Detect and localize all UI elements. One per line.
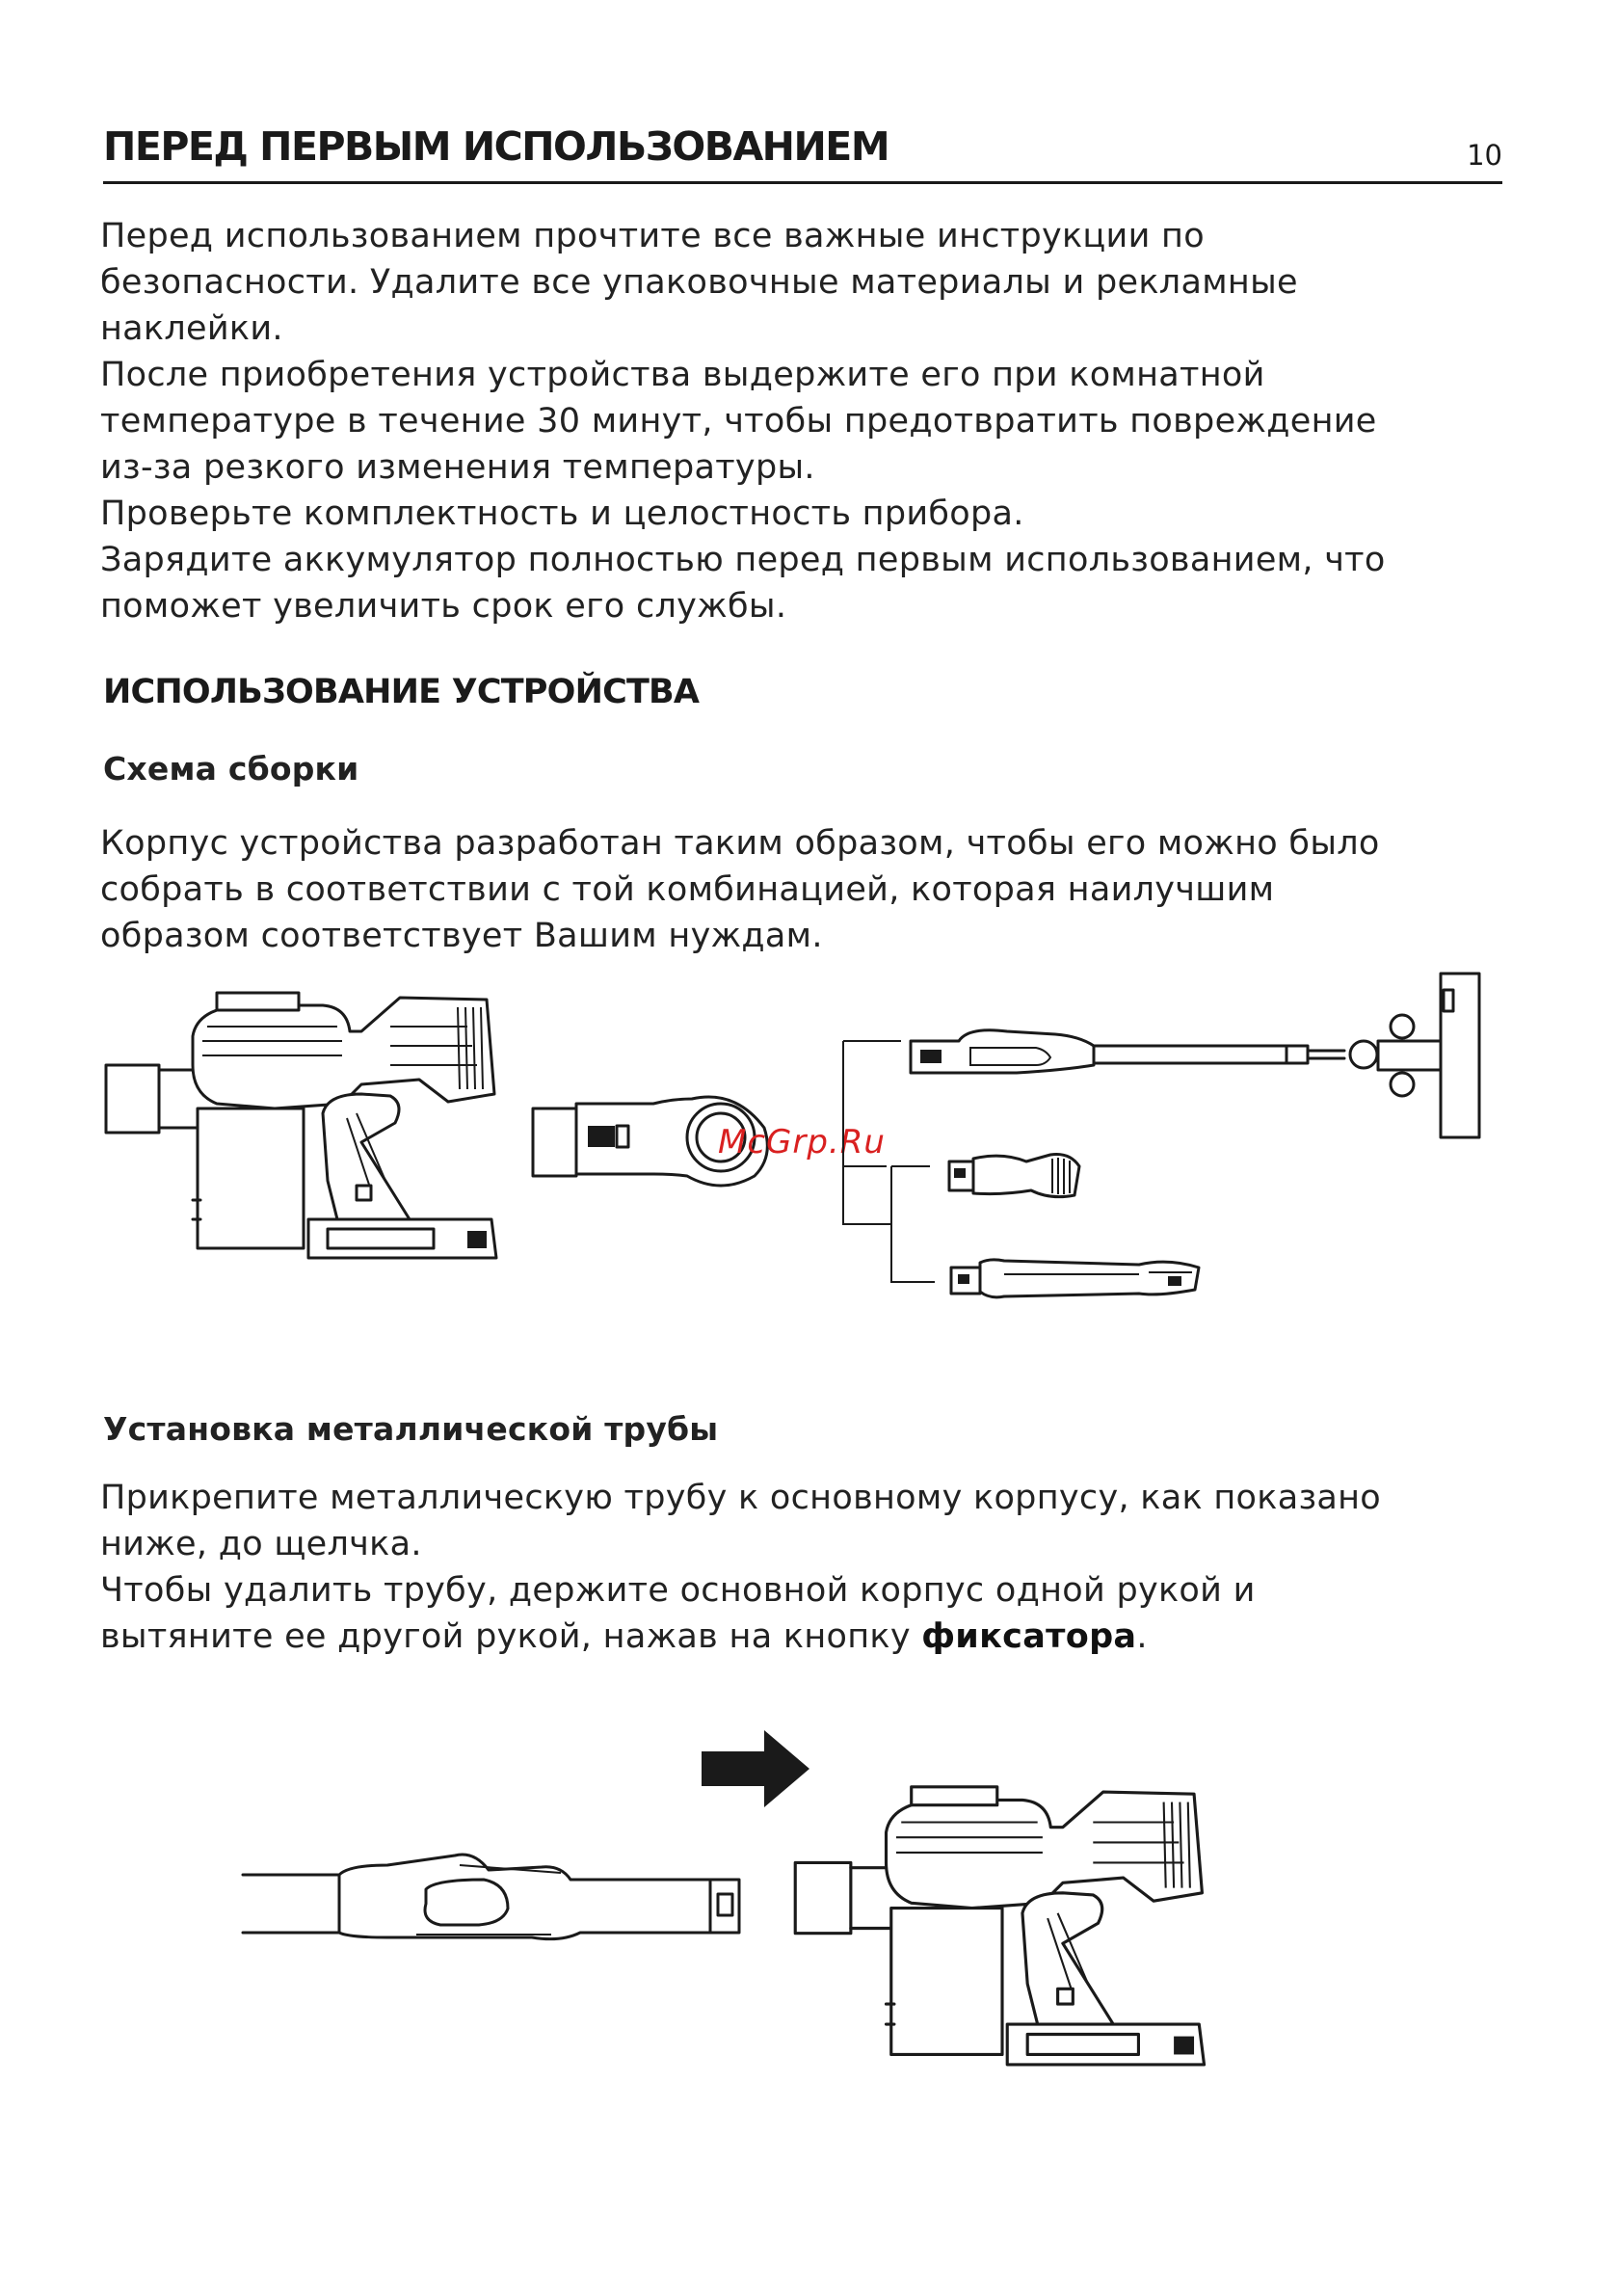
- brush-wheel: [1391, 1073, 1414, 1096]
- page-number: 10: [1467, 139, 1502, 172]
- long-tube-floor-brush-illustration: [901, 969, 1508, 1147]
- text-line: температуре в течение 30 минут, чтобы предотвратить повреждение: [100, 402, 1377, 441]
- adapter-button: [588, 1126, 615, 1147]
- text-line: поможет увеличить срок его службы.: [100, 587, 787, 626]
- crevice-body: [980, 1260, 1199, 1297]
- crevice-tool-illustration: [946, 1253, 1207, 1306]
- adapter-connector: [533, 1108, 576, 1176]
- dust-bin: [891, 1909, 1002, 2055]
- tube-shaft: [243, 1875, 339, 1933]
- body-top-cap: [912, 1787, 997, 1805]
- dust-brush-illustration: [944, 1147, 1089, 1205]
- text-line: Корпус устройства разработан таким образом, чтобы его можно было: [100, 824, 1380, 863]
- power-button: [1058, 1989, 1074, 2004]
- body-top-cap: [217, 993, 299, 1010]
- text-line: наклейки.: [100, 309, 283, 348]
- text-line: безопасности. Удалите все упаковочные материалы и рекламные: [100, 263, 1298, 302]
- body-nozzle: [795, 1862, 851, 1933]
- brush-indicator: [1444, 990, 1453, 1011]
- tube-handle-end: [339, 1855, 710, 1939]
- body-motor-housing: [193, 998, 494, 1108]
- text-line: из-за резкого изменения температуры.: [100, 448, 815, 487]
- text-line: Перед использованием прочтите все важные инструкции по: [100, 217, 1205, 255]
- watermark: McGrp.Ru: [718, 1123, 886, 1161]
- crevice-tip: [1168, 1276, 1181, 1286]
- header-rule: [103, 181, 1502, 184]
- battery-latch: [1174, 2037, 1194, 2055]
- tube-paragraph: [100, 1475, 1381, 1660]
- tube-attach-illustration: [243, 1846, 763, 1952]
- subheading-assembly: Схема сборки: [103, 750, 359, 788]
- brush-swivel: [1350, 1041, 1377, 1068]
- power-button: [357, 1186, 371, 1200]
- adapter-slot: [617, 1126, 628, 1147]
- section-heading-usage: ИСПОЛЬЗОВАНИЕ УСТРОЙСТВА: [103, 673, 700, 711]
- assembly-paragraph: [100, 820, 1380, 959]
- bracket-subbranch: [843, 1166, 935, 1282]
- text-line: Прикрепите металлическую трубу к основному корпусу, как показано: [100, 1479, 1381, 1517]
- brush-body: [1378, 1041, 1441, 1070]
- intro-paragraph: [100, 213, 1386, 629]
- vacuum-main-body-target-illustration: [790, 1781, 1214, 2075]
- text-line: После приобретения устройства выдержите его при комнатной: [100, 356, 1265, 394]
- page-title: ПЕРЕД ПЕРВЫМ ИСПОЛЬЗОВАНИЕМ: [103, 123, 889, 170]
- text-line: Зарядите аккумулятор полностью перед первым использованием, что: [100, 541, 1386, 579]
- crevice-latch: [958, 1274, 969, 1284]
- battery-latch: [467, 1231, 487, 1248]
- text-line: Чтобы удалить трубу, держите основной корпус одной рукой и: [100, 1571, 1256, 1610]
- tube-shaft: [1094, 1046, 1286, 1063]
- text-line-prefix: вытяните ее другой рукой, нажав на кнопку: [100, 1617, 922, 1656]
- tube-latch: [920, 1050, 942, 1063]
- subheading-tube-install: Установка металлической трубы: [103, 1410, 719, 1448]
- text-line-suffix: .: [1136, 1617, 1148, 1656]
- text-line: образом соответствует Вашим нуждам.: [100, 917, 823, 955]
- text-line: [100, 1614, 1381, 1660]
- text-line: собрать в соответствии с той комбинацией, которая наилучшим: [100, 870, 1275, 909]
- latch-term: фиксатора: [921, 1617, 1137, 1656]
- latch-button: [425, 1880, 508, 1925]
- tube-joint: [1286, 1046, 1308, 1063]
- brush-wheel: [1391, 1015, 1414, 1038]
- brush-latch: [954, 1168, 966, 1178]
- text-line: Проверьте комплектность и целостность прибора.: [100, 494, 1024, 533]
- tube-neck: [1308, 1051, 1344, 1058]
- body-motor-housing: [887, 1792, 1203, 1908]
- vacuum-main-body-illustration: [101, 988, 506, 1268]
- tube-connector-slot: [718, 1894, 732, 1915]
- dust-bin: [198, 1108, 304, 1248]
- body-nozzle: [106, 1065, 159, 1133]
- text-line: ниже, до щелчка.: [100, 1525, 422, 1563]
